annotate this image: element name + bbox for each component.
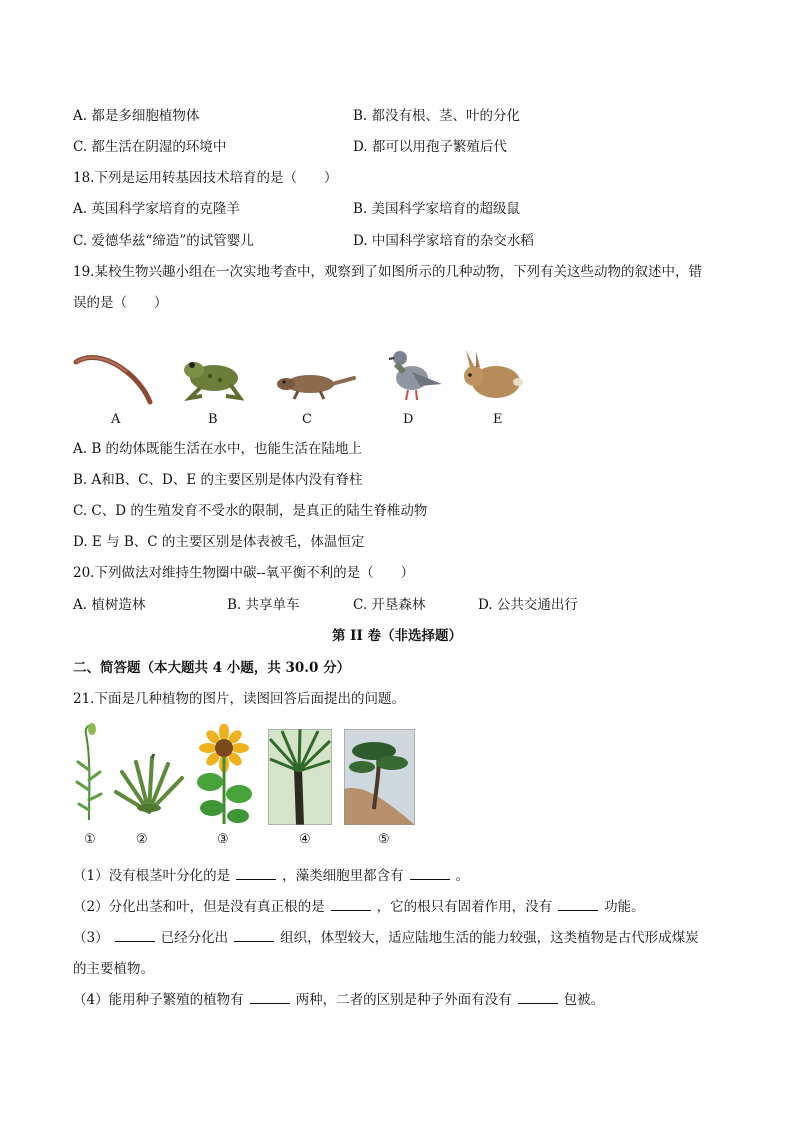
- section-title: 第 II 卷（非选择题）: [331, 628, 463, 644]
- sunflower-figure: [192, 724, 256, 826]
- q21-part2-text-b: ，它的根只有固着作用，没有: [376, 899, 553, 915]
- animal-label-d: D: [403, 412, 414, 427]
- q21-part1-text-a: （1）没有根茎叶分化的是: [73, 868, 231, 884]
- section-heading: 二、简答题（本大题共 4 小题，共 30.0 分）: [73, 660, 351, 676]
- rabbit-figure: [458, 348, 526, 404]
- q21-part3-text-a: （3）: [73, 930, 109, 946]
- q21-part3: [73, 926, 699, 946]
- q19-option-c: C. C、D 的生殖发育不受水的限制，是真正的陆生脊椎动物: [73, 503, 428, 519]
- q21-part2-text-c: 功能。: [604, 899, 645, 915]
- answer-blank[interactable]: [236, 867, 276, 880]
- q17-option-b: B. 都没有根、茎、叶的分化: [353, 108, 521, 124]
- q21-part4-text-b: 两种，二者的区别是种子外面有没有: [295, 992, 512, 1008]
- answer-blank[interactable]: [518, 991, 558, 1004]
- answer-blank[interactable]: [410, 867, 450, 880]
- q18-option-c: C. 爱德华兹“缔造”的试管婴儿: [73, 233, 254, 249]
- pine-photo: [344, 729, 415, 825]
- frog-figure: [180, 354, 244, 402]
- q18-option-a: A. 英国科学家培育的克隆羊: [73, 201, 240, 217]
- plant-label-2: ②: [136, 832, 148, 847]
- q17-option-d: D. 都可以用孢子繁殖后代: [353, 139, 507, 155]
- q21-part1: [73, 864, 469, 884]
- q21-part1-text-b: ，藻类细胞里都含有: [282, 868, 404, 884]
- q20-option-a: A. 植树造林: [73, 597, 146, 613]
- earthworm-figure: [72, 350, 157, 406]
- lizard-figure: [276, 366, 356, 402]
- animal-label-c: C: [302, 412, 312, 427]
- animal-label-e: E: [493, 412, 503, 427]
- plant-label-5: ⑤: [378, 832, 390, 847]
- q20-option-d: D. 公共交通出行: [478, 597, 578, 613]
- fern-figure: [112, 752, 186, 814]
- q21-part4: [73, 988, 604, 1008]
- animal-label-a: A: [111, 412, 121, 427]
- q21-part3-text-c: 组织，体型较大，适应陆地生活的能力较强，这类植物是古代形成煤炭: [280, 930, 699, 946]
- plant-label-4: ④: [299, 832, 311, 847]
- moss-figure: [72, 720, 106, 824]
- q21-part1-text-c: 。: [455, 868, 470, 884]
- answer-blank[interactable]: [558, 898, 598, 911]
- q21-part3-text-b: 已经分化出: [160, 930, 229, 946]
- q20-option-c: C. 开垦森林: [353, 597, 426, 613]
- q21-part2-text-a: （2）分化出茎和叶，但是没有真正根的是: [73, 899, 325, 915]
- q20-option-b: B. 共享单车: [227, 597, 300, 613]
- q19-stem-line2: 误的是（ ）: [73, 295, 168, 311]
- q19-option-a: A. B 的幼体既能生活在水中，也能生活在陆地上: [73, 441, 363, 457]
- q19-option-b: B. A和B、C、D、E 的主要区别是体内没有脊柱: [73, 472, 363, 488]
- q18-stem: 18.下列是运用转基因技术培育的是（ ）: [73, 170, 338, 186]
- pigeon-figure: [386, 346, 444, 404]
- q17-option-c: C. 都生活在阴湿的环境中: [73, 139, 227, 155]
- q21-stem: 21.下面是几种植物的图片，读图回答后面提出的问题。: [73, 691, 405, 707]
- answer-blank[interactable]: [331, 898, 371, 911]
- q19-stem-line1: 19.某校生物兴趣小组在一次实地考查中，观察到了如图所示的几种动物，下列有关这些动物的叙述中，错: [73, 264, 702, 280]
- q21-part4-text-c: 包被。: [563, 992, 605, 1008]
- answer-blank[interactable]: [115, 929, 155, 942]
- plant-label-1: ①: [84, 832, 96, 847]
- q21-part2: [73, 895, 645, 915]
- q21-part3-cont: 的主要植物。: [73, 961, 154, 977]
- animal-label-b: B: [208, 412, 218, 427]
- q21-part4-text-a: （4）能用种子繁殖的植物有: [73, 992, 244, 1008]
- q20-stem: 20.下列做法对维持生物圈中碳--氧平衡不利的是（ ）: [73, 565, 415, 581]
- q17-option-a: A. 都是多细胞植物体: [73, 108, 200, 124]
- plant-label-3: ③: [217, 832, 229, 847]
- cycad-photo: [268, 729, 332, 825]
- q18-option-d: D. 中国科学家培育的杂交水稻: [353, 233, 534, 249]
- answer-blank[interactable]: [234, 929, 274, 942]
- answer-blank[interactable]: [250, 991, 290, 1004]
- q19-option-d: D. E 与 B、C 的主要区别是体表被毛，体温恒定: [73, 534, 365, 550]
- q18-option-b: B. 美国科学家培育的超级鼠: [353, 201, 521, 217]
